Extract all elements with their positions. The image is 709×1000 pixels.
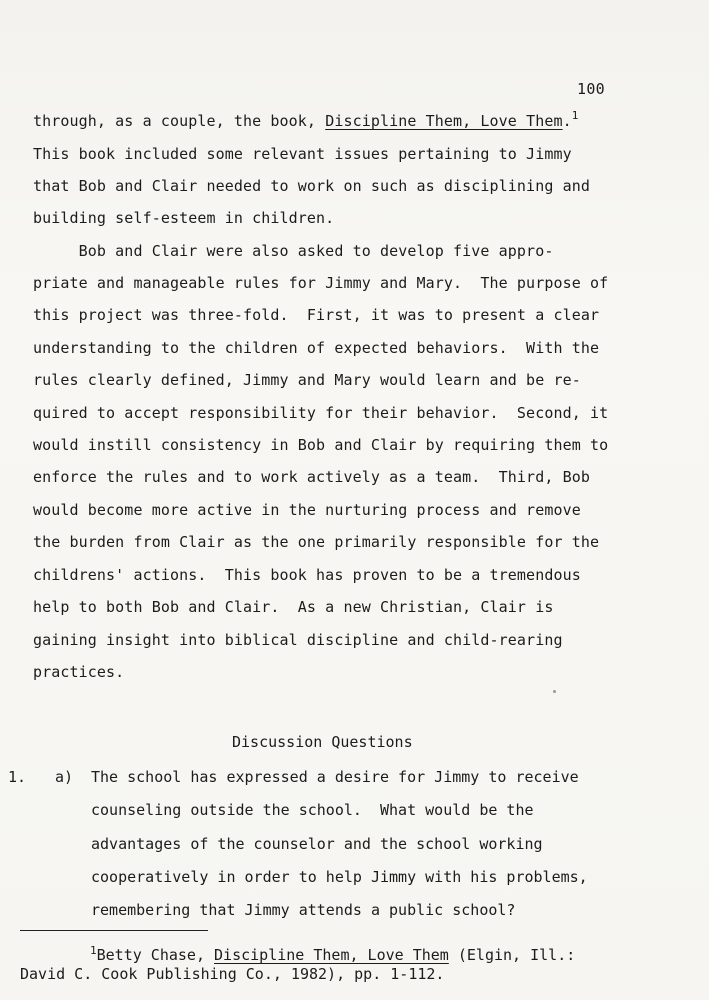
body-line-10: quired to accept responsibility for their behavior. Second, it — [33, 404, 609, 422]
body-line-17: gaining insight into biblical discipline and child-rearing — [33, 631, 563, 649]
footnote-number: 1 — [90, 944, 97, 957]
question-number: 1. — [8, 768, 27, 786]
question-line-5: remembering that Jimmy attends a public school? — [91, 901, 516, 919]
body-line-8: understanding to the children of expected behaviors. With the — [33, 339, 600, 357]
body-line-6: priate and manageable rules for Jimmy and Mary. The purpose of — [33, 274, 609, 292]
question-line-4: cooperatively in order to help Jimmy with his problems, — [91, 868, 588, 886]
footnote-line-2: David C. Cook Publishing Co., 1982), pp. 1-112. — [20, 965, 445, 983]
question-line-2: counseling outside the school. What would be the — [91, 801, 534, 819]
body-line-18: practices. — [33, 663, 125, 681]
book-title: Discipline Them, Love Them — [325, 112, 563, 130]
question-line-3: advantages of the counselor and the school working — [91, 835, 543, 853]
body-line-5: Bob and Clair were also asked to develop five appro- — [33, 242, 554, 260]
question-part-label: a) — [55, 768, 74, 786]
footnote-line-1: $^1$Betty Chase, Discipline Them, Love Them (Elgin, Ill.: — [90, 944, 576, 964]
question-line-1: The school has expressed a desire for Jimmy to receive — [91, 768, 579, 786]
body-line-16: help to both Bob and Clair. As a new Christian, Clair is — [33, 598, 554, 616]
footnote-divider — [20, 930, 208, 931]
body-line-2: This book included some relevant issues pertaining to Jimmy — [33, 145, 572, 163]
body-line-3: that Bob and Clair needed to work on such as disciplining and — [33, 177, 590, 195]
body-line-14: the burden from Clair as the one primarily responsible for the — [33, 533, 600, 551]
body-line-15: childrens' actions. This book has proven to be a tremendous — [33, 566, 581, 584]
body-line-9: rules clearly defined, Jimmy and Mary would learn and be re- — [33, 371, 581, 389]
body-line-12: enforce the rules and to work actively as a team. Third, Bob — [33, 468, 590, 486]
body-line-4: building self-esteem in children. — [33, 209, 335, 227]
page-number: 100 — [577, 80, 605, 98]
section-heading: Discussion Questions — [232, 733, 413, 751]
body-line-1: through, as a couple, the book, Discipline Them, Love Them.$^1$ — [33, 109, 579, 130]
footnote-book-title: Discipline Them, Love Them — [214, 946, 449, 964]
body-line-13: would become more active in the nurturing process and remove — [33, 501, 581, 519]
body-line-7: this project was three-fold. First, it was to present a clear — [33, 306, 600, 324]
footnote-marker: 1 — [571, 109, 579, 122]
body-line-11: would instill consistency in Bob and Clair by requiring them to — [33, 436, 609, 454]
paper-speck — [553, 690, 556, 693]
